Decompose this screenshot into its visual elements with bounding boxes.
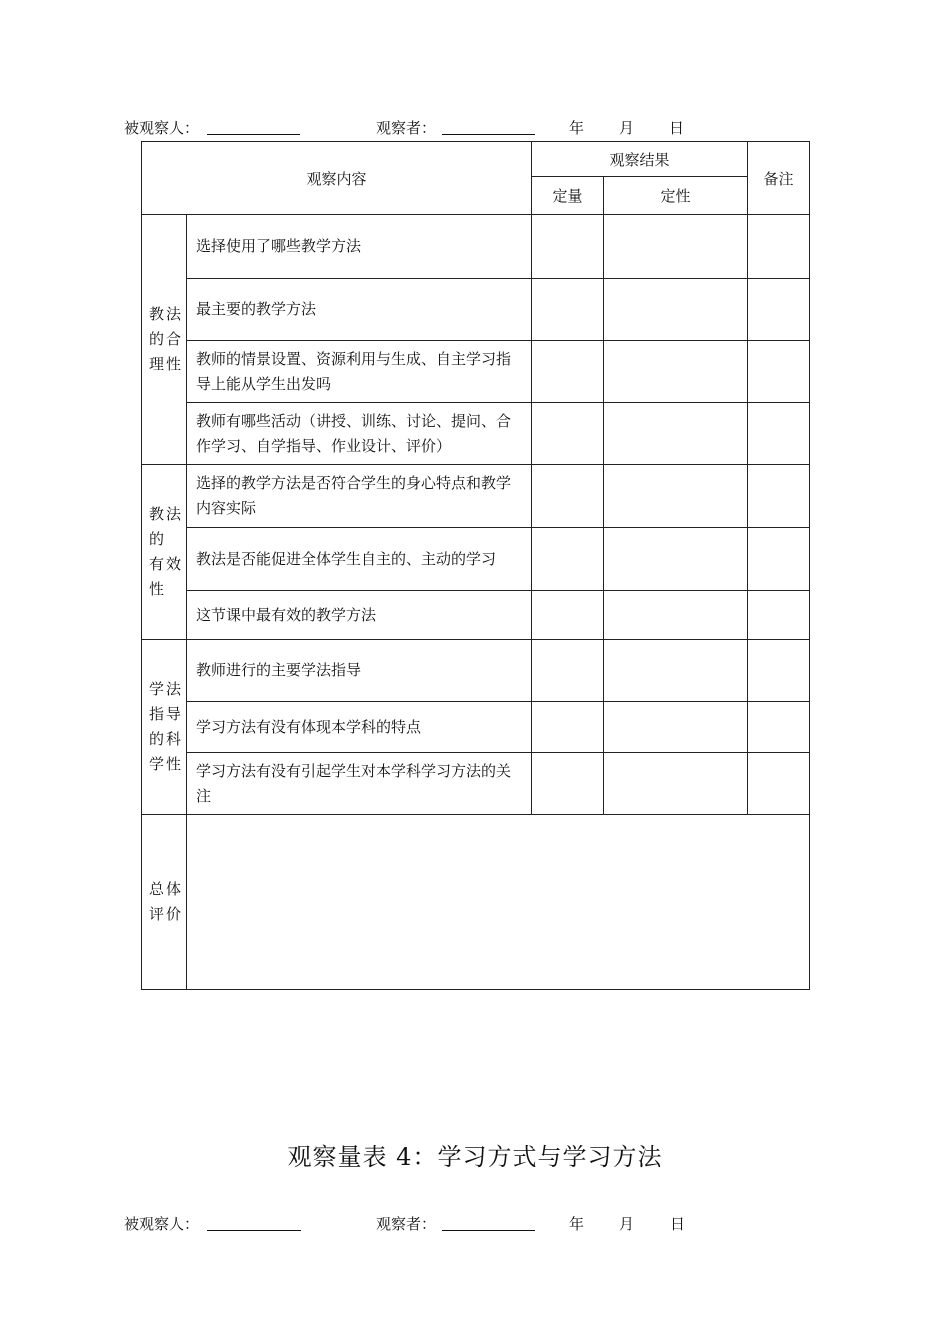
observer-label: 观察者：	[376, 119, 437, 137]
group-label-line: 教法	[149, 305, 184, 323]
remarks-cell[interactable]	[748, 341, 810, 403]
observation-table	[141, 141, 810, 990]
quantitative-cell[interactable]	[532, 702, 604, 753]
year-label: 年	[569, 119, 585, 137]
group-label-line: 有效	[149, 555, 184, 573]
remarks-cell[interactable]	[748, 279, 810, 341]
group-label-line: 性	[149, 580, 167, 598]
qualitative-cell[interactable]	[604, 279, 748, 341]
remarks-cell[interactable]	[748, 528, 810, 591]
quantitative-cell[interactable]	[532, 753, 604, 815]
observation-item: 选择使用了哪些教学方法	[187, 215, 532, 279]
group-label-line: 理性	[149, 355, 184, 373]
quantitative-cell[interactable]	[532, 465, 604, 528]
group-label-line: 教法	[149, 505, 184, 523]
quantitative-cell[interactable]	[532, 279, 604, 341]
result-header: 观察结果	[532, 142, 748, 177]
qualitative-cell[interactable]	[604, 403, 748, 465]
qualitative-cell[interactable]	[604, 640, 748, 702]
remarks-header: 备注	[748, 142, 810, 215]
day-label: 日	[670, 1215, 686, 1233]
remarks-cell[interactable]	[748, 702, 810, 753]
month-label: 月	[619, 119, 635, 137]
year-label: 年	[569, 1215, 585, 1233]
observation-item: 这节课中最有效的教学方法	[187, 591, 532, 640]
quantitative-cell[interactable]	[532, 403, 604, 465]
remarks-cell[interactable]	[748, 591, 810, 640]
group-label-scientificity	[142, 640, 187, 815]
group-label-line: 的科	[149, 730, 184, 748]
quantitative-cell[interactable]	[532, 640, 604, 702]
remarks-cell[interactable]	[748, 215, 810, 279]
qualitative-cell[interactable]	[604, 702, 748, 753]
qualitative-cell[interactable]	[604, 591, 748, 640]
overall-evaluation-area[interactable]	[187, 815, 810, 990]
overall-label-line: 总体	[149, 880, 184, 898]
group-label-line: 的	[149, 530, 167, 548]
observee-input[interactable]	[207, 1230, 301, 1231]
header-row-top	[124, 118, 724, 138]
quantitative-cell[interactable]	[532, 591, 604, 640]
group-label-line: 指导	[149, 705, 184, 723]
next-scale-title: 观察量表 4：学习方式与学习方法	[287, 1143, 663, 1171]
observee-label: 被观察人：	[124, 119, 200, 137]
qualitative-cell[interactable]	[604, 341, 748, 403]
observation-item: 选择的教学方法是否符合学生的身心特点和教学内容实际	[187, 465, 532, 528]
observer-input[interactable]	[442, 134, 535, 135]
quantitative-cell[interactable]	[532, 215, 604, 279]
observation-item: 教师有哪些活动（讲授、训练、讨论、提问、合作学习、自学指导、作业设计、评价）	[187, 403, 532, 465]
remarks-cell[interactable]	[748, 465, 810, 528]
observer-label: 观察者：	[376, 1215, 437, 1233]
qualitative-cell[interactable]	[604, 465, 748, 528]
overall-evaluation-label	[142, 815, 187, 990]
observer-input[interactable]	[442, 1230, 535, 1231]
qualitative-cell[interactable]	[604, 528, 748, 591]
group-label-rationality	[142, 215, 187, 465]
qualitative-cell[interactable]	[604, 215, 748, 279]
header-row-bottom	[124, 1214, 724, 1234]
qualitative-header: 定性	[604, 177, 748, 215]
observee-input[interactable]	[207, 134, 300, 135]
month-label: 月	[619, 1215, 635, 1233]
observation-item: 学习方法有没有体现本学科的特点	[187, 702, 532, 753]
group-label-line: 的合	[149, 330, 184, 348]
remarks-cell[interactable]	[748, 403, 810, 465]
observation-item: 教师进行的主要学法指导	[187, 640, 532, 702]
day-label: 日	[669, 119, 685, 137]
group-label-line: 学法	[149, 680, 184, 698]
group-label-line: 学性	[149, 755, 184, 773]
remarks-cell[interactable]	[748, 753, 810, 815]
overall-label-line: 评价	[149, 905, 184, 923]
observation-item: 教师的情景设置、资源利用与生成、自主学习指导上能从学生出发吗	[187, 341, 532, 403]
quantitative-cell[interactable]	[532, 341, 604, 403]
remarks-cell[interactable]	[748, 640, 810, 702]
quantitative-header: 定量	[532, 177, 604, 215]
observation-item: 学习方法有没有引起学生对本学科学习方法的关注	[187, 753, 532, 815]
qualitative-cell[interactable]	[604, 753, 748, 815]
quantitative-cell[interactable]	[532, 528, 604, 591]
observee-label: 被观察人：	[124, 1215, 200, 1233]
observation-item: 教法是否能促进全体学生自主的、主动的学习	[187, 528, 532, 591]
observation-item: 最主要的教学方法	[187, 279, 532, 341]
content-header: 观察内容	[142, 142, 532, 215]
group-label-effectiveness	[142, 465, 187, 640]
